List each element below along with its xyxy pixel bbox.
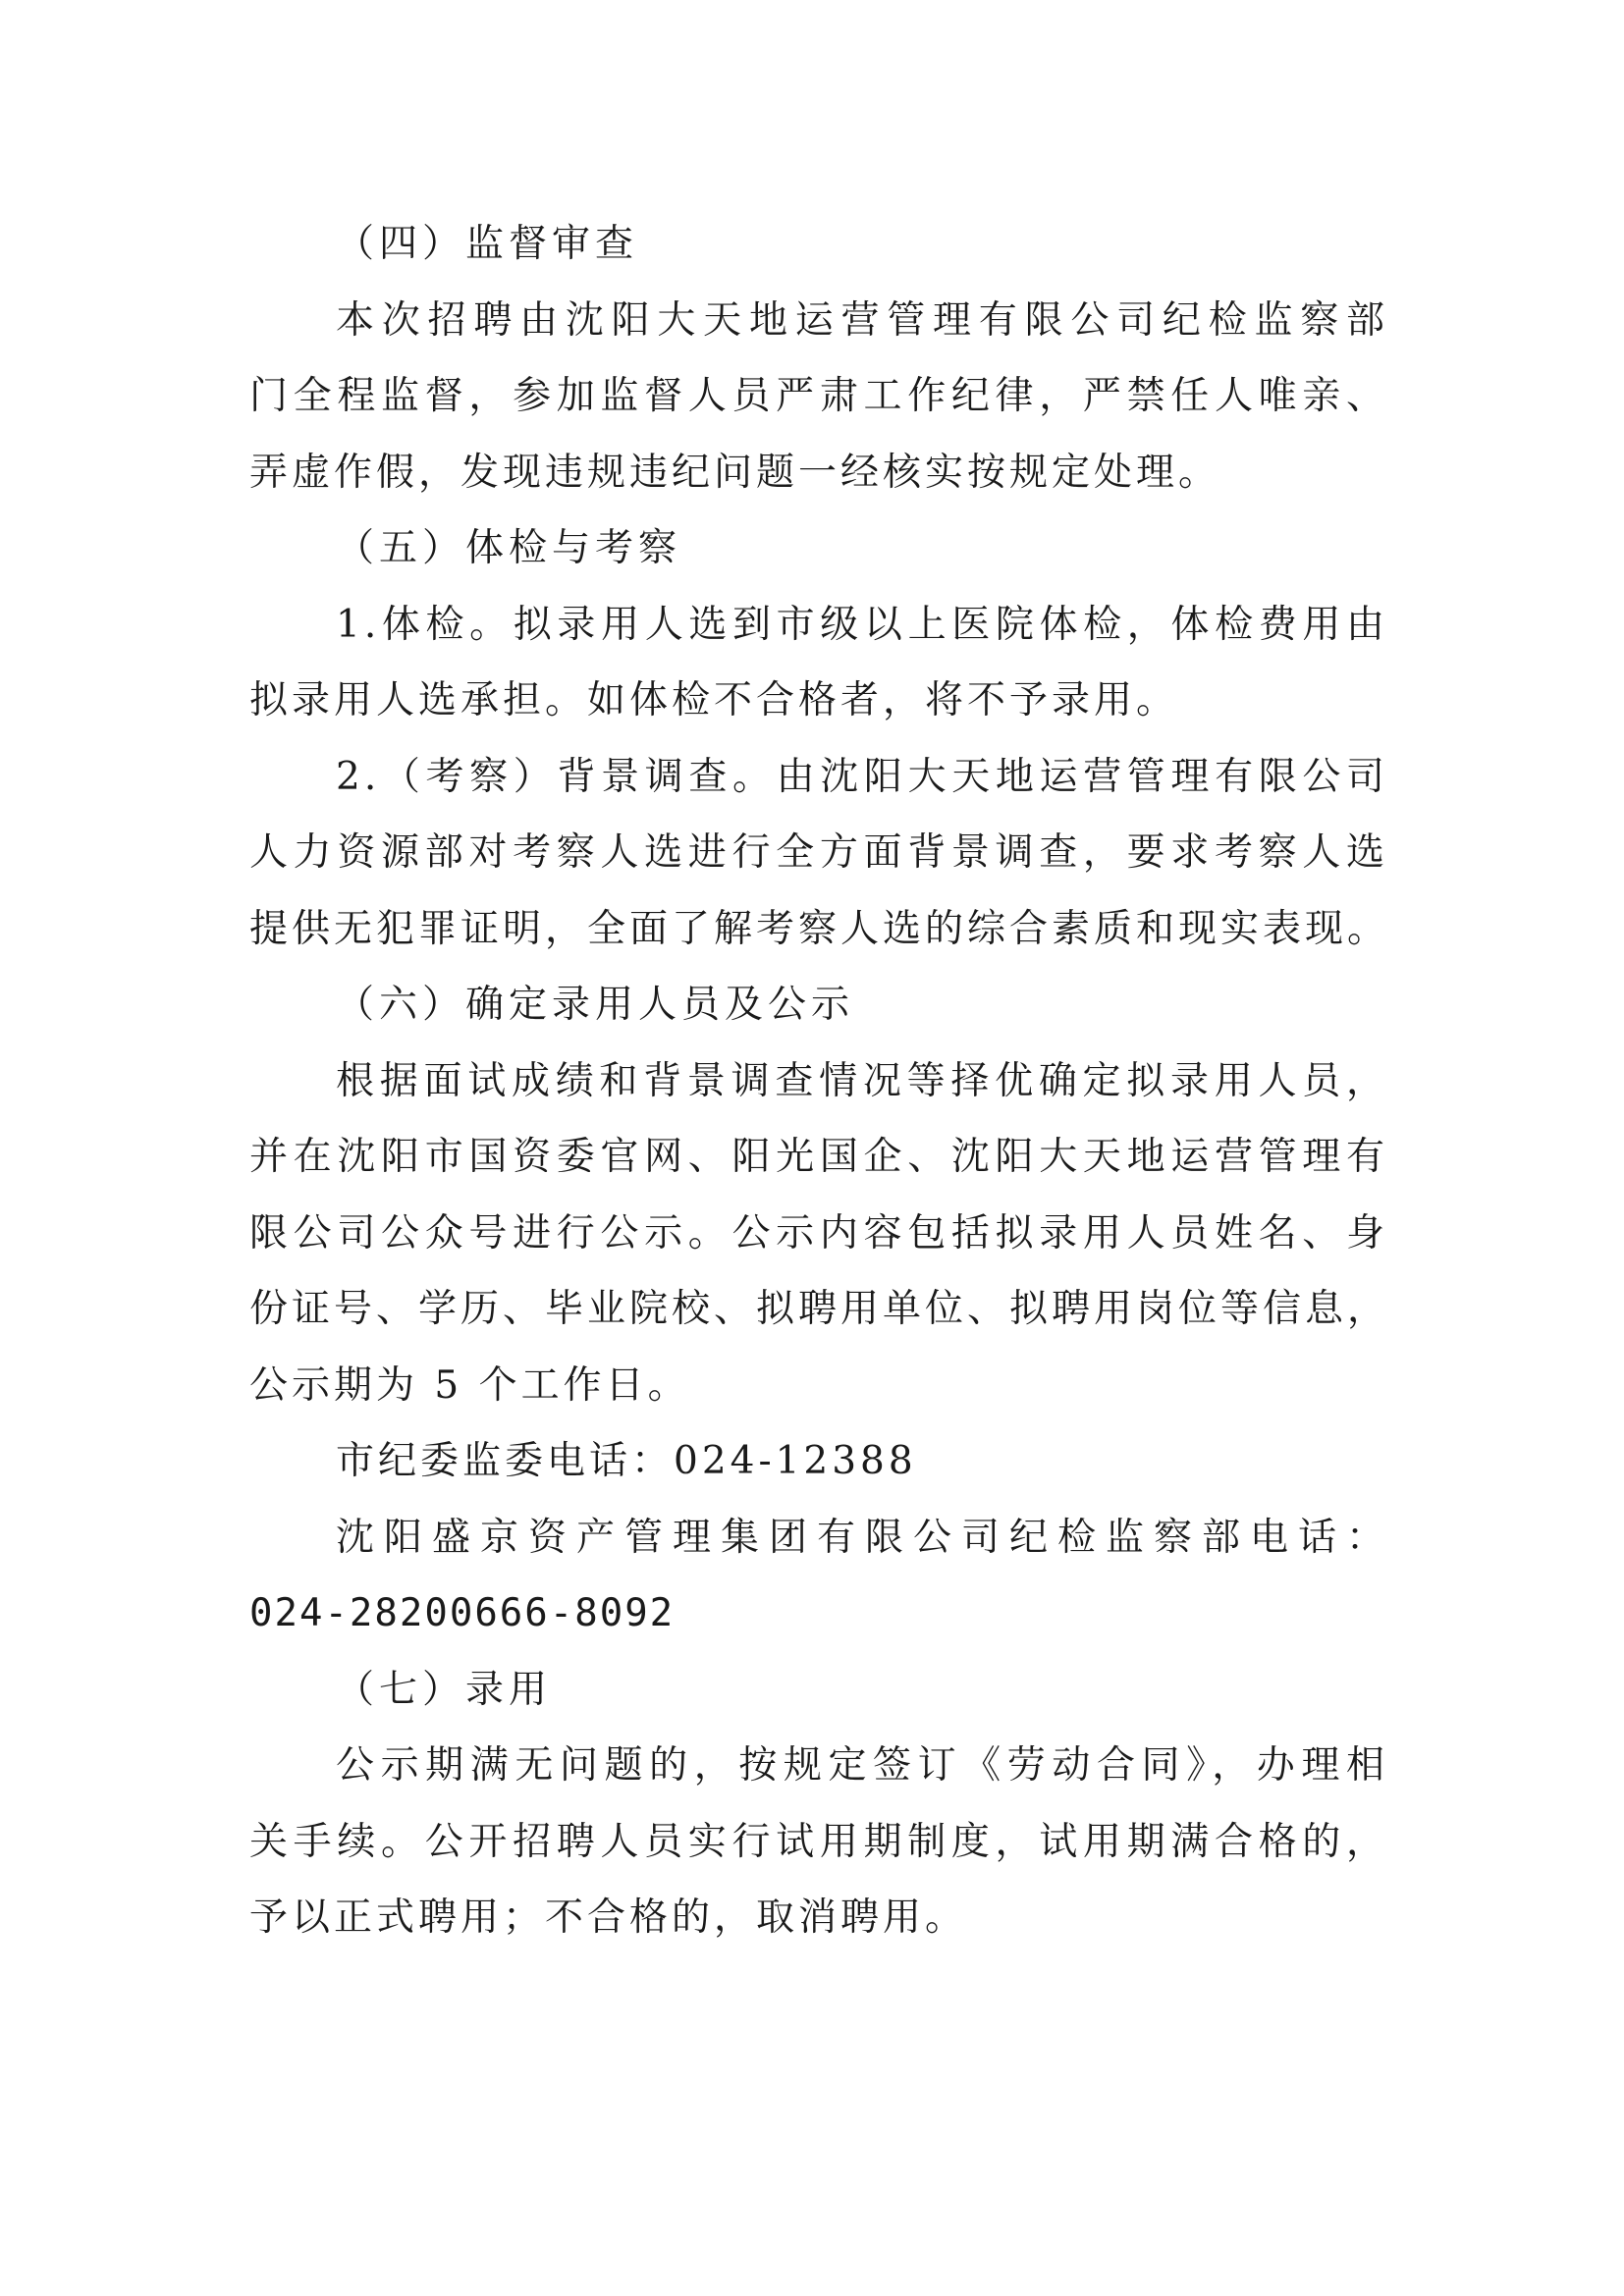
paragraph-line: 1.体检。拟录用人选到市级以上医院体检，体检费用由 — [336, 602, 1388, 647]
paragraph-line: 根据面试成绩和背景调查情况等择优确定拟录用人员， — [336, 1058, 1388, 1103]
paragraph-line: 公示期满无问题的，按规定签订《劳动合同》，办理相 — [336, 1743, 1388, 1788]
hotline-city-discipline: 市纪委监委电话：024-12388 — [336, 1439, 917, 1483]
paragraph-line: 予以正式聘用；不合格的，取消聘用。 — [249, 1896, 968, 1940]
paragraph-line: 公示期为 5 个工作日。 — [249, 1362, 690, 1408]
paragraph-line: 2.（考察）背景调查。由沈阳大天地运营管理有限公司 — [336, 754, 1388, 799]
hotline-group-discipline-label: 沈阳盛京资产管理集团有限公司纪检监察部电话： — [336, 1515, 1388, 1560]
paragraph-line: 提供无犯罪证明，全面了解考察人选的综合素质和现实表现。 — [249, 906, 1390, 951]
section-heading-hiring-and-publicity: （六）确定录用人员及公示 — [336, 983, 855, 1027]
hotline-group-discipline-number: 024-28200666-8092 — [249, 1591, 676, 1635]
paragraph-line: 弄虚作假，发现违规违纪问题一经核实按规定处理。 — [249, 450, 1221, 495]
document-body — [249, 206, 1388, 1956]
paragraph-line: 份证号、学历、毕业院校、拟聘用单位、拟聘用岗位等信息， — [249, 1287, 1390, 1331]
paragraph-line: 关手续。公开招聘人员实行试用期制度，试用期满合格的， — [249, 1819, 1388, 1864]
paragraph-line: 门全程监督，参加监督人员严肃工作纪律，严禁任人唯亲、 — [249, 374, 1388, 418]
paragraph-line: 并在沈阳市国资委官网、阳光国企、沈阳大天地运营管理有 — [249, 1135, 1388, 1179]
section-heading-supervision: （四）监督审查 — [336, 222, 639, 266]
section-heading-medical-and-inspection: （五）体检与考察 — [336, 526, 682, 570]
paragraph-line: 人力资源部对考察人选进行全方面背景调查，要求考察人选 — [249, 830, 1388, 875]
paragraph-line: 限公司公众号进行公示。公示内容包括拟录用人员姓名、身 — [249, 1210, 1388, 1255]
paragraph-line: 本次招聘由沈阳大天地运营管理有限公司纪检监察部 — [336, 297, 1388, 343]
paragraph-line: 拟录用人选承担。如体检不合格者，将不予录用。 — [249, 678, 1179, 722]
section-heading-employment: （七）录用 — [336, 1667, 553, 1712]
